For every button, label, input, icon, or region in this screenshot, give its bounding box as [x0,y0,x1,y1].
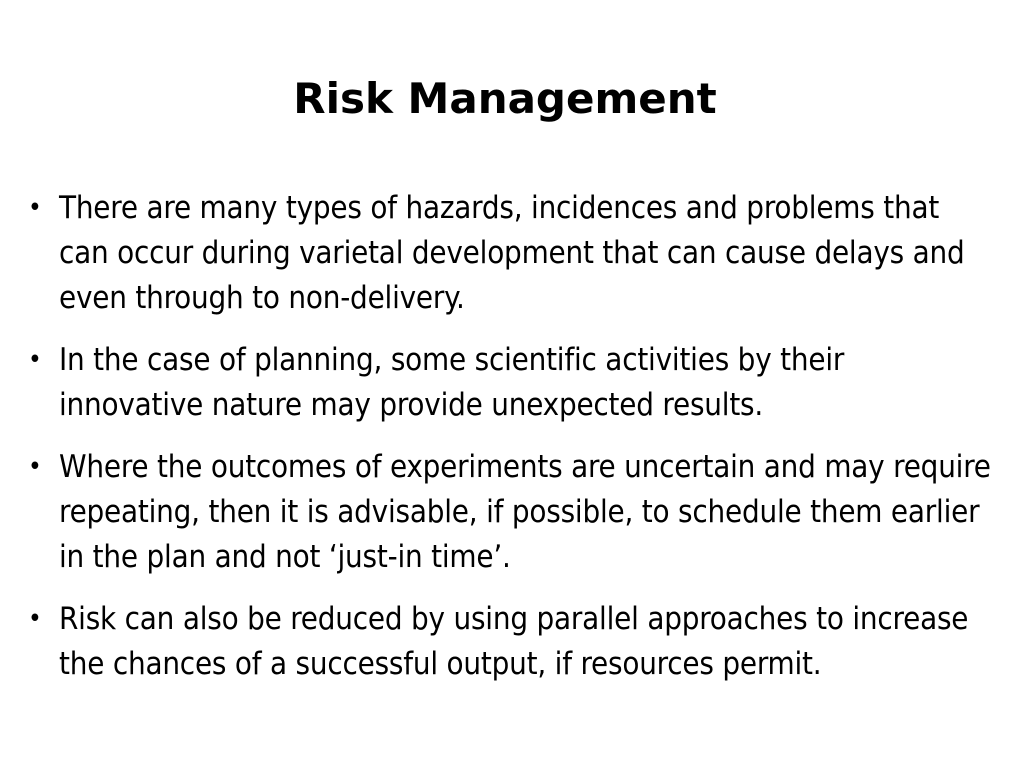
bullet-item-experiments [28,445,994,580]
bullet-icon: • [28,452,42,482]
bullet-icon: • [28,345,42,375]
bullet-item-planning [28,338,994,428]
bullet-text: There are many types of hazards, incidences and problems that can occur during varietal development that can cause delays and even through to non-delivery. [59,190,965,316]
bullet-text: Risk can also be reduced by using parallel approaches to increase the chances of a successful output, if resources permit. [59,601,969,682]
slide-title: Risk Management [293,74,717,123]
bullet-text: In the case of planning, some scientific activities by their innovative nature may provide unexpected results. [59,342,845,423]
bullet-icon: • [28,193,42,223]
bullet-item-risk-reduction [28,597,994,687]
bullet-text: Where the outcomes of experiments are uncertain and may require repeating, then it is advisable, if possible, to schedule them earlier in the plan and not ‘just-in time’. [59,449,991,575]
bullet-list [28,186,994,704]
bullet-icon: • [28,604,42,634]
bullet-item-hazards [28,186,994,321]
